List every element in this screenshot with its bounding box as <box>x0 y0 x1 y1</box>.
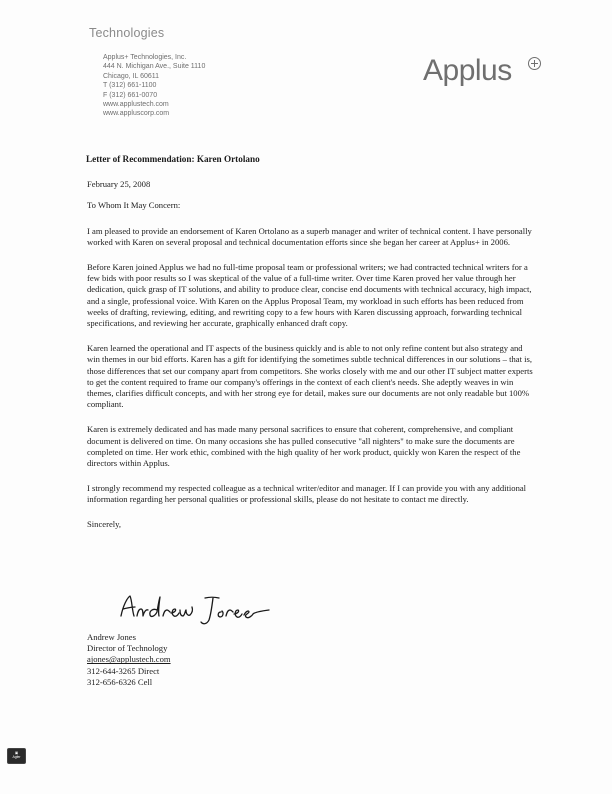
letter-body <box>87 154 537 530</box>
letter-paragraph <box>87 343 537 410</box>
address-line: www.appluscorp.com <box>103 110 170 118</box>
signer-phone-direct: 312-644-3265 Direct <box>87 665 160 676</box>
letter-paragraph <box>87 424 537 469</box>
plus-circle-icon <box>528 57 541 70</box>
letter-subject: Letter of Recommendation: Karen Ortolano <box>86 154 260 164</box>
paragraph-text: I am pleased to provide an endorsement of Karen Ortolano as a superb manager and writer of technical content. I have personally worked with Karen on several proposal and technical documentation efforts since she began her career at Applus+ in 2006. <box>87 225 532 247</box>
letter-paragraph <box>87 262 537 329</box>
signer-phone-cell: 312-656-6326 Cell <box>87 676 153 687</box>
stamp-text: Agfer <box>12 755 21 759</box>
address-line: Applus+ Technologies, Inc. <box>103 54 187 61</box>
paragraph-text: I strongly recommend my respected colleague as a technical writer/editor and manager. If I can provide you with any additional information regarding her personal qualities or professional skills, please do not hesitate to contact me directly. <box>87 483 527 505</box>
address-line: 444 N. Michigan Ave., Suite 1110 <box>103 63 206 71</box>
letter-salutation: To Whom It May Concern: <box>87 200 181 211</box>
signer-title: Director of Technology <box>87 643 168 654</box>
stamp-mark: ▣ <box>14 751 19 755</box>
address-line: T (312) 661-1100 <box>103 82 157 90</box>
letterhead-title: Technologies <box>89 26 165 40</box>
letterhead-address <box>103 53 205 119</box>
address-line: Chicago, IL 60611 <box>103 72 160 80</box>
applus-logo <box>423 54 543 88</box>
signer-name: Andrew Jones <box>87 632 136 642</box>
address-line: www.applustech.com <box>103 101 169 109</box>
paragraph-text: Karen is extremely dedicated and has made many personal sacrifices to ensure that coherent, comprehensive, and compliant document is delivered on time. On many occasions she has pulled consecutive "all nighters" to make sure the documents are completed on time. Her work ethic, combined with the high quality of her work product, quickly won Karen the respect of the directors within Applus. <box>87 424 521 469</box>
scan-stamp <box>7 748 26 764</box>
letter-date: February 25, 2008 <box>87 179 151 190</box>
logo-text: Applus <box>423 54 512 87</box>
paragraph-text: Before Karen joined Applus we had no full-time proposal team or professional writers; we had contracted technical writers for a few bids with poor results so I was skeptical of the value of a full-time writer. Over time Karen proved her value through her dedication, quick grasp of IT solutions, and ability to produce clear, concise end documents with technical accuracy, high impact, and a single, professional voice. With Karen on the Applus Proposal Team, my workload in such efforts has been reduced from weeks of drafting, reviewing, editing, and rewriting copy to a few hours with Karen discussing approach, forwarding technical specifications, and reviewing her accurate, graphically enhanced draft copy. <box>87 262 532 329</box>
handwritten-signature <box>113 588 278 630</box>
letter-closing: Sincerely, <box>87 518 122 529</box>
letter-paragraph <box>87 483 537 505</box>
paragraph-text: Karen learned the operational and IT aspects of the business quickly and is able to not only refine content but also strategy and win themes in our bid efforts. Karen has a gift for identifying the sometimes subtle technical differences in our solutions – that is, those differences that set our company apart from competitors. She works closely with me and our other IT subject matter experts to get the content required to frame our company's offerings in the context of each client's needs. She adeptly weaves in win themes, clarifies difficult concepts, and with her strong eye for detail, makes sure our documents are not only readable but 100% compliant. <box>87 343 533 410</box>
signer-email-link[interactable]: ajones@applustech.com <box>87 654 171 665</box>
letter-paragraph <box>87 226 537 248</box>
signature-block <box>87 632 171 688</box>
address-line: F (312) 661-0070 <box>103 91 158 99</box>
